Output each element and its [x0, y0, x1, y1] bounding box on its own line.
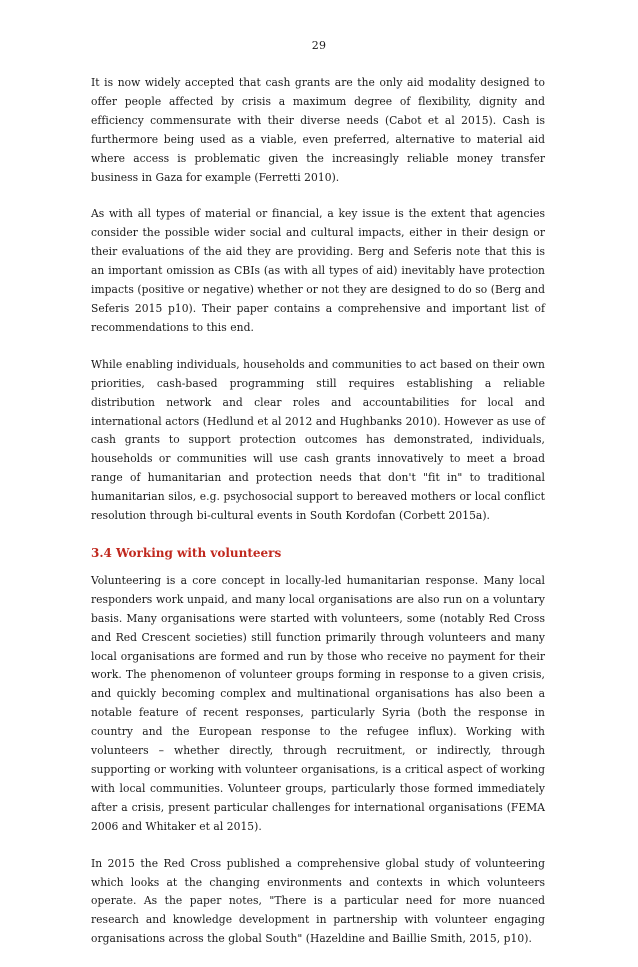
- paragraph-cash-grants: It is now widely accepted that cash grants are the only aid modality designed to offer people affected by crisis a maximum degree of flexibility, dignity and efficiency commensurate with their diverse needs (Cabot et al 2015). Cash is furthermore being used as a viable, even preferred, alternative to material aid where access is problematic given the increasingly reliable money transfer business in Gaza for example (Ferretti 2010).: [91, 76, 545, 184]
- paragraph-volunteering: Volunteering is a core concept in locally-led humanitarian response. Many local responders work unpaid, and many local organisations are also run on a voluntary basis. Many organisations were started with volunteers, some (notably Red Cross and Red Crescent societies) still function primarily through volunteers and many local organisations are formed and run by those who receive no payment for their work. The phenomenon of volunteer groups forming in response to a given crisis, and quickly becoming complex and multinational organisations has also been a notable feature of recent responses, particularly Syria (both the response in country and the European response to the refugee influx). Working with volunteers – whether directly, through recruitment, or indirectly, through supporting or working with volunteer organisations, is a critical aspect of working with local communities. Volunteer groups, particularly those formed immediately after a crisis, present particular challenges for international organisations (FEMA 2006 and Whitaker et al 2015).: [91, 573, 545, 833]
- page-body: [91, 74, 545, 967]
- paragraph-wider-impacts: As with all types of material or financial, a key issue is the extent that agencies consider the possible wider social and cultural impacts, either in their design or their evaluations of the aid they are providing. Berg and Seferis note that this is an important omission as CBIs (as with all types of aid) inevitably have protection impacts (positive or negative) whether or not they are designed to do so (Berg and Seferis 2015 p10). Their paper contains a comprehensive and important list of recommendations to this end.: [91, 207, 545, 334]
- paragraph-red-cross-study: In 2015 the Red Cross published a comprehensive global study of volunteering which looks at the changing environments and contexts in which volunteers operate. As the paper notes, "There is a particular need for more nuanced research and knowledge development in partnership with volunteer engaging organisations across the global South" (Hazeldine and Baillie Smith, 2015, p10).: [91, 856, 545, 946]
- paragraph-cash-programming: While enabling individuals, households and communities to act based on their own priorities, cash-based programming still requires establishing a reliable distribution network and clear roles and accountabilities for local and international actors (Hedlund et al 2012 and Hughbanks 2010). However as use of cash grants to support protection outcomes has demonstrated, individuals, households or communities will use cash grants innovatively to meet a broad range of humanitarian and protection needs that don't "fit in" to traditional humanitarian silos, e.g. psychosocial support to bereaved mothers or local conflict resolution through bi-cultural events in South Kordofan (Corbett 2015a).: [91, 357, 545, 523]
- section-heading-volunteers: 3.4 Working with volunteers: [91, 545, 282, 560]
- page-number: 29: [311, 39, 327, 52]
